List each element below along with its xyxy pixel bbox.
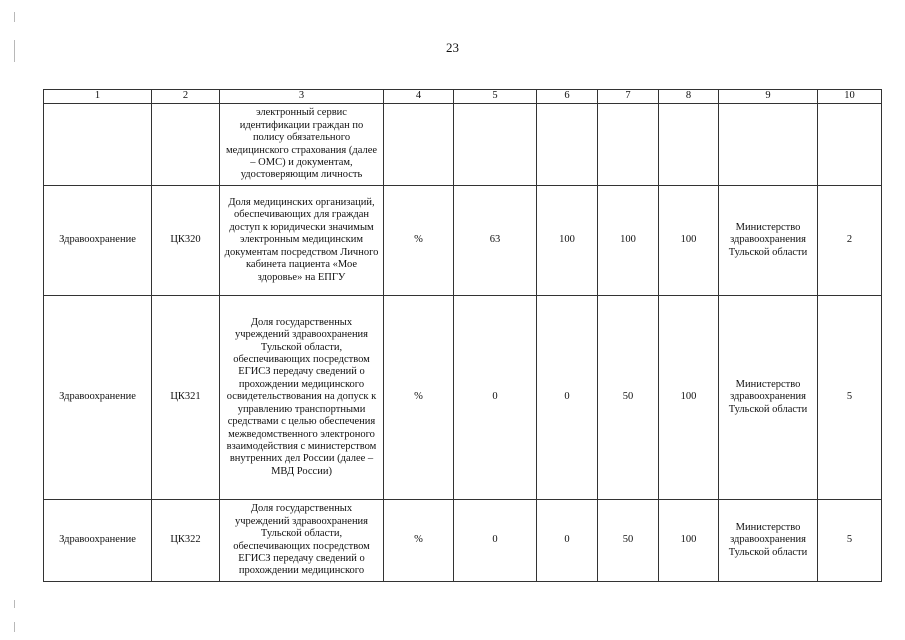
value-cell: 100	[598, 186, 659, 296]
responsible-cell: Министерство здравоохранения Тульской области	[719, 296, 818, 500]
unit-cell: %	[384, 186, 454, 296]
value-cell: 50	[598, 500, 659, 582]
value-cell: 0	[537, 500, 598, 582]
column-header: 4	[384, 90, 454, 104]
margin-mark-bottom	[14, 622, 15, 632]
table-row	[44, 296, 882, 500]
description-cell: Доля медицинских организаций, обеспечивающих для граждан доступ к юридически значимым электронным медицинским документам посредством Личного кабинета пациента «Мое здоровье» на ЕПГУ	[220, 186, 384, 296]
margin-mark-lower	[14, 600, 15, 608]
sector-cell: Здравоохранение	[44, 186, 152, 296]
sector-cell: Здравоохранение	[44, 296, 152, 500]
value-cell: 0	[454, 500, 537, 582]
column-header: 5	[454, 90, 537, 104]
code-cell	[152, 104, 220, 186]
value-cell: 0	[537, 296, 598, 500]
value-cell	[659, 104, 719, 186]
value-cell: 5	[818, 500, 882, 582]
value-cell: 100	[659, 296, 719, 500]
unit-cell: %	[384, 500, 454, 582]
value-cell	[454, 104, 537, 186]
column-header: 9	[719, 90, 818, 104]
sector-cell: Здравоохранение	[44, 500, 152, 582]
column-header: 10	[818, 90, 882, 104]
value-cell: 0	[454, 296, 537, 500]
page-number: 23	[446, 40, 459, 55]
table-row	[44, 500, 882, 582]
table-row	[44, 104, 882, 186]
table-row	[44, 186, 882, 296]
value-cell	[537, 104, 598, 186]
value-cell: 2	[818, 186, 882, 296]
column-header: 6	[537, 90, 598, 104]
margin-mark-top	[14, 12, 15, 22]
description-cell: Доля государственных учреждений здравоохранения Тульской области, обеспечивающих посредством ЕГИСЗ передачу сведений о прохождении медицинского	[220, 500, 384, 582]
value-cell	[598, 104, 659, 186]
responsible-cell	[719, 104, 818, 186]
responsible-cell: Министерство здравоохранения Тульской области	[719, 186, 818, 296]
code-cell: ЦК322	[152, 500, 220, 582]
column-header: 7	[598, 90, 659, 104]
indicator-table	[43, 89, 882, 582]
unit-cell: %	[384, 296, 454, 500]
code-cell: ЦК321	[152, 296, 220, 500]
description-cell: электронный сервис идентификации граждан по полису обязательного медицинского страхования (далее – ОМС) и документам, удостоверяющим личность	[220, 104, 384, 186]
column-header: 1	[44, 90, 152, 104]
column-header: 2	[152, 90, 220, 104]
unit-cell	[384, 104, 454, 186]
sector-cell	[44, 104, 152, 186]
responsible-cell: Министерство здравоохранения Тульской области	[719, 500, 818, 582]
value-cell: 100	[659, 500, 719, 582]
value-cell: 5	[818, 296, 882, 500]
value-cell: 100	[659, 186, 719, 296]
value-cell: 100	[537, 186, 598, 296]
table-header-row	[44, 90, 882, 104]
column-header: 8	[659, 90, 719, 104]
code-cell: ЦК320	[152, 186, 220, 296]
value-cell	[818, 104, 882, 186]
value-cell: 50	[598, 296, 659, 500]
description-cell: Доля государственных учреждений здравоохранения Тульской области, обеспечивающих посредством ЕГИСЗ передачу сведений о прохождении медицинского освидетельствования на допуск к управлению транспортными средствами с целью обеспечения межведомственного электроного взаимодействия с министерством внутренних дел России (далее – МВД России)	[220, 296, 384, 500]
column-header: 3	[220, 90, 384, 104]
value-cell: 63	[454, 186, 537, 296]
